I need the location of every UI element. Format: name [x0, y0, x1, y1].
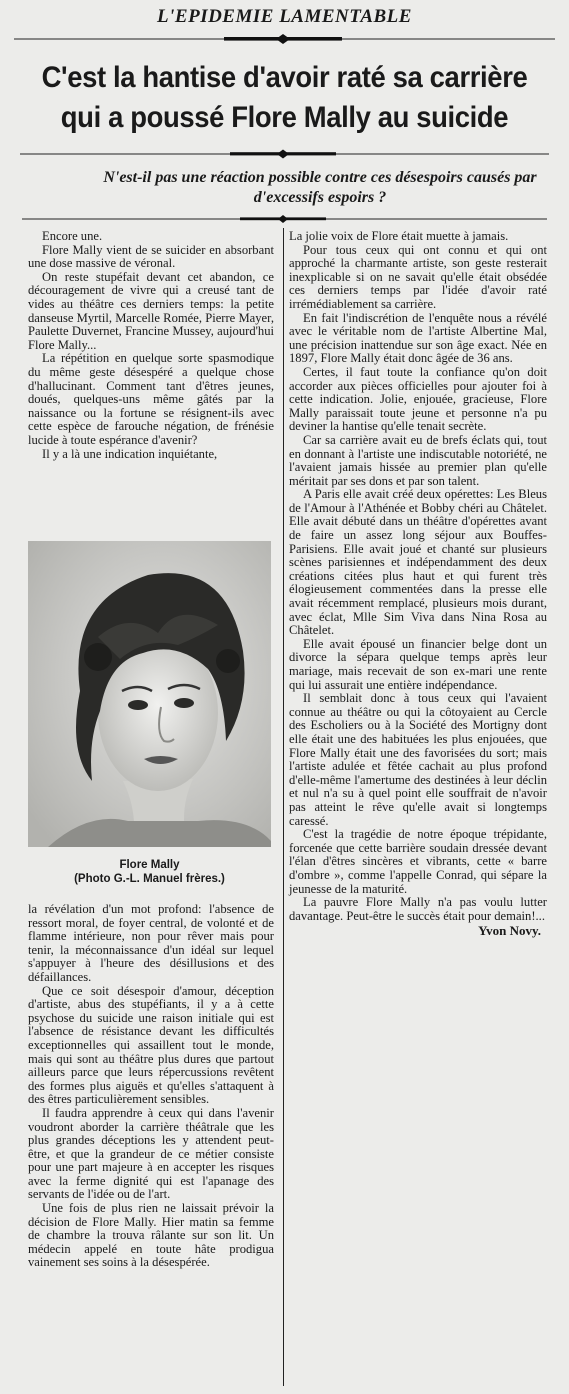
- photo-caption: [28, 858, 271, 886]
- kicker: L'EPIDEMIE LAMENTABLE: [157, 6, 412, 27]
- headline-line-1: C'est la hantise d'avoir raté sa carrière: [41, 61, 528, 94]
- paragraph: Il semblait donc à tous ceux qui l'avaient connue au théâtre ou qui la côtoyaient au Cercle des Escholiers ou à la Société des Mortigny dont elle était une des habituées les plus enjouées, que Flore Mally était une des favorisées du sort; mais l'artiste adulée et fêtée cachait au plus profond d'elle-même l'amertume des destinées à leur déclin et nul n'a su à quel point elle souffrait de n'avoir pas atteint le rêve qu'elle avait si longtemps caressé.: [289, 691, 547, 828]
- ornament-rule-middle: [0, 147, 569, 159]
- paragraph: Il faudra apprendre à ceux qui dans l'avenir voudront aborder la carrière théâtrale que les plus grandes déceptions les y attendent peut-être, et que la grandeur de ce métier consiste pour une part majeure à en accepter les risques avec la ferme dignité qui est l'apanage des servants de l'idée ou de l'art.: [28, 1105, 274, 1202]
- paragraph: C'est la tragédie de notre époque trépidante, forcenée que cette barrière soudain dressée devant l'élan d'êtres sincères et vibrants, cette « barre d'ombre », comme l'appelle Conrad, qui sépare la jeunesse de la maturité.: [289, 827, 547, 896]
- subhead: N'est-il pas une réaction possible contre ces désespoirs causés par d'excessifs espoirs ?: [103, 169, 537, 206]
- paragraph: Certes, il faut toute la confiance qu'on doit accorder aux pièces officielles pour ajouter foi à cette indication. Jolie, enjouée, gracieuse, Flore Mally paraissait toute jeune et personne n'a pu deviner la hantise qu'elle tenait secrète.: [289, 364, 547, 434]
- paragraph: la révélation d'un mot profond: l'absence de ressort moral, de foyer central, de volonté et de flamme intérieure, non pour rêver mais pour tenir, la méconnaissance d'un idéal sur lequel s'appuyer à l'heure des désillusions et des défaillances.: [28, 902, 274, 984]
- paragraph: La jolie voix de Flore était muette à jamais.: [289, 229, 509, 243]
- paragraph: Flore Mally vient de se suicider en absorbant une dose massive de véronal.: [28, 242, 274, 271]
- column-2: [289, 230, 547, 938]
- paragraph: Il y a là une indication inquiétante,: [42, 446, 218, 461]
- paragraph: Encore une.: [42, 229, 103, 243]
- paragraph: Une fois de plus rien ne laissait prévoir la décision de Flore Mally. Hier matin sa femme de chambre la trouva râlante sur son lit. Un médecin appelé en toute hâte prodigua vainement ses soins à la désespérée.: [28, 1201, 274, 1270]
- paragraph: En fait l'indiscrétion de l'enquête nous a révélé avec le véritable nom de l'artiste Albertine Mal, une précision inattendue sur son âge exact. Née en 1897, Flore Mally était donc âgée de 36 ans.: [289, 310, 547, 366]
- paragraph: Pour tous ceux qui ont connu et qui ont approché la charmante artiste, son geste resterait inexplicable si on ne savait qu'elle était obsédée ces derniers temps par l'idée d'avoir raté irrémédiablement sa carrière.: [289, 242, 547, 311]
- caption-name: Flore Mally: [119, 859, 180, 871]
- headline: [20, 58, 549, 138]
- paragraph: Elle avait épousé un financier belge dont un divorce la sépara quelque temps après leur mariage, mais recevait de son ex-mari une rente qui lui assurait une entière indépendance.: [289, 636, 547, 692]
- author-signature: Yvon Novy.: [478, 923, 541, 939]
- column-divider: [283, 228, 284, 1386]
- paragraph: Que ce soit désespoir d'amour, déception d'artiste, abus des stupéfiants, il y a à cette psychose du suicide une raison initiale qui est l'absence de résistance devant les difficultés exceptionnelles qui assaillent tout le monde, mais qui sont au théâtre plus dures que partout ailleurs parce que leurs répercussions revêtent des formes plus aiguës et qu'elles s'attaquent à des êtres particulièrement sensibles.: [28, 983, 274, 1107]
- column-1-bottom: [28, 903, 274, 1270]
- column-1-top: [28, 230, 274, 461]
- paragraph: La pauvre Flore Mally n'a pas voulu lutter davantage. Peut-être le succès était pour demain!...: [289, 895, 547, 923]
- caption-credit: (Photo G.-L. Manuel frères.): [74, 873, 225, 885]
- paragraph: La répétition en quelque sorte spasmodique du même geste désespéré a quelque chose d'hallucinant. Comment tant d'êtres jeunes, doués, quelques-uns même gâtés par la naissance ou la fortune se résignent-ils avec cette espèce de farouche négation, de frénésie lucide à toute espérance d'avenir?: [28, 351, 274, 447]
- portrait-photo: [28, 541, 271, 847]
- ornament-rule-bottom: [0, 212, 569, 224]
- paragraph: On reste stupéfait devant cet abandon, ce découragement de vivre qui a creusé tant de vides au théâtre ces derniers temps: la petite danseuse Myrtil, Marcelle Romée, Pierre Mayer, Paulette Duvernet, Francine Mussey, aujourd'hui Flore Mally...: [28, 269, 274, 352]
- headline-line-2: qui a poussé Flore Mally au suicide: [60, 101, 509, 134]
- paragraph: A Paris elle avait créé deux opérettes: Les Bleus de l'Amour à l'Athénée et Bobby chéri au Châtelet. Elle avait débuté dans un théâtre d'opérettes avant de faire un assez long séjour aux Bouffes-Parisiens. Elle avait joué et chanté sur plusieurs scènes parisiennes et indépendamment des deux créations citées plus haut et qui furent très élogieusement commentées dans la presse elle avait récemment remplacé, plusieurs mois durant, avec éclat, Mlle Sim Viva dans Nina Rosa au Châtelet.: [289, 487, 547, 638]
- paragraph: Car sa carrière avait eu de brefs éclats qui, tout en donnant à l'artiste une indiscutable notoriété, ne l'avaient jamais hissée au premier plan qu'elle méritait par ses dons et par son talent.: [289, 432, 547, 488]
- ornament-rule-top: [0, 32, 569, 44]
